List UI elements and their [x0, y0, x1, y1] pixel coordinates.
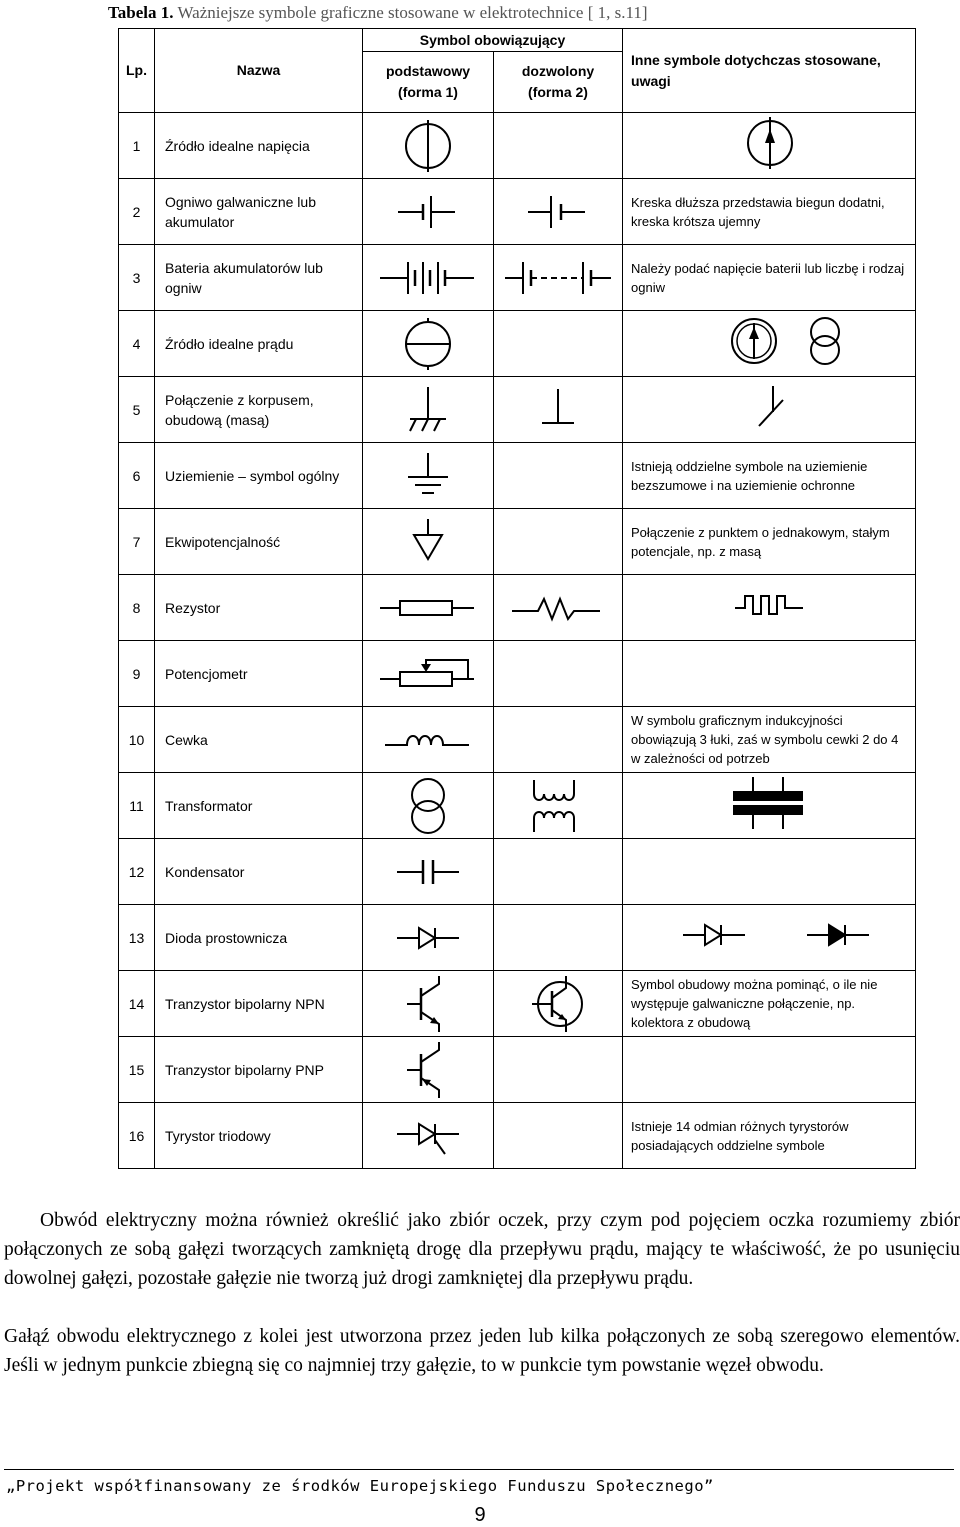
row-lp: 7 [119, 509, 155, 575]
table-row [119, 509, 916, 575]
potentiometer-symbol [363, 641, 494, 707]
row-lp: 15 [119, 1037, 155, 1103]
table-row [119, 443, 916, 509]
transformer-old-symbol [733, 773, 803, 833]
row-name: Źródło idealne prądu [155, 311, 363, 377]
row-lp: 16 [119, 1103, 155, 1169]
paragraph-2-text: Gałąź obwodu elektrycznego z kolei jest utworzona przez jeden lub kilka połączonych ze sobą szeregowo elementów. Jeśli w jednym punkcie zbiegną się co najmniej trzy gałęzie, to w punkcie tym powstanie węzeł obwodu. [4, 1326, 960, 1376]
header-basic-form: (forma 1) [398, 84, 458, 100]
row-name: Dioda prostownicza [155, 905, 363, 971]
header-allowed-label: dozwolony [521, 63, 595, 79]
row-name: Cewka [155, 707, 363, 773]
header-basic-label: podstawowy [385, 63, 470, 79]
table-row [119, 245, 916, 311]
transformer-symbol [363, 773, 494, 839]
thyristor-symbol [363, 1103, 494, 1169]
row-name: Rezystor [155, 575, 363, 641]
row-name: Bateria akumulatorów lub ogniw [155, 245, 363, 311]
row-name: Kondensator [155, 839, 363, 905]
row-name: Potencjometr [155, 641, 363, 707]
caption-text: Ważniejsze symbole graficzne stosowane w elektrotechnice [ 1, s.11] [173, 3, 648, 22]
paragraph-1-text: Obwód elektryczny można również określić jako zbiór oczek, przy czym pod pojęciem oczka rozumiemy zbiór połączonych ze sobą gałęzi tworzących zamkniętą drogę dla przepływu prądu, mający te właściwość, że po usunięciu dowolnej gałęzi, pozostałe gałęzie nie tworzą już drogi zamkniętej dla przepływu prądu. [4, 1210, 960, 1289]
header-row-1 [119, 29, 916, 52]
row-lp: 1 [119, 113, 155, 179]
current-source-old-symbol [729, 315, 779, 367]
row-name: Źródło idealne napięcia [155, 113, 363, 179]
table-row [119, 707, 916, 773]
resistor-old-symbol [733, 590, 813, 620]
header-allowed-form: (forma 2) [528, 84, 588, 100]
diode-old-filled-symbol [803, 920, 873, 950]
header-allowed [494, 52, 623, 113]
header-lp: Lp. [119, 29, 155, 113]
row-lp: 5 [119, 377, 155, 443]
row-note: Symbol obudowy można pominąć, o ile nie występuje galwaniczne połączenie, np. kolektora z obudową [623, 971, 916, 1037]
table-row [119, 1037, 916, 1103]
voltage-source-symbol [363, 113, 494, 179]
npn-transistor-symbol [363, 971, 494, 1037]
row-note: Połączenie z punktem o jednakowym, stałym potencjale, np. z masą [623, 509, 916, 575]
row-lp: 9 [119, 641, 155, 707]
row-note: Kreska dłuższa przedstawia biegun dodatni, kreska krótsza ujemny [623, 179, 916, 245]
table-row [119, 641, 916, 707]
row-name: Ekwipotencjalność [155, 509, 363, 575]
cell-symbol-allowed [494, 179, 623, 245]
row-note: Należy podać napięcie baterii lub liczbę i rodzaj ogniw [623, 245, 916, 311]
row-lp: 12 [119, 839, 155, 905]
chassis-allowed-symbol [494, 377, 623, 443]
table-row [119, 773, 916, 839]
transformer-coils-symbol [494, 773, 623, 839]
voltage-source-old-symbol [745, 117, 795, 169]
row-lp: 14 [119, 971, 155, 1037]
header-name: Nazwa [155, 29, 363, 113]
row-lp: 10 [119, 707, 155, 773]
equipotential-symbol [363, 509, 494, 575]
header-other: Inne symbole dotychczas stosowane, uwagi [623, 29, 916, 113]
header-basic [363, 52, 494, 113]
row-note: Istnieją oddzielne symbole na uziemienie bezszumowe i na uziemienie ochronne [623, 443, 916, 509]
current-source-double-circle-icon [805, 315, 845, 367]
ground-symbol [363, 443, 494, 509]
row-name: Tranzystor bipolarny NPN [155, 971, 363, 1037]
row-lp: 11 [119, 773, 155, 839]
table-row [119, 905, 916, 971]
row-lp: 2 [119, 179, 155, 245]
table-row [119, 971, 916, 1037]
table-row [119, 377, 916, 443]
cell-symbol-basic [363, 245, 494, 311]
row-name: Tyrystor triodowy [155, 1103, 363, 1169]
caption-label: Tabela 1. [108, 3, 174, 22]
cell-symbol-allowed [494, 245, 623, 311]
table-row [119, 839, 916, 905]
table-caption [108, 3, 648, 23]
table-row [119, 1103, 916, 1169]
coil-symbol [363, 707, 494, 773]
row-lp: 8 [119, 575, 155, 641]
resistor-zigzag-symbol [494, 575, 623, 641]
header-required: Symbol obowiązujący [363, 29, 623, 52]
row-lp: 3 [119, 245, 155, 311]
cell-symbol-basic [363, 179, 494, 245]
row-name: Połączenie z korpusem, obudową (masą) [155, 377, 363, 443]
row-name: Tranzystor bipolarny PNP [155, 1037, 363, 1103]
row-lp: 4 [119, 311, 155, 377]
pnp-transistor-symbol [363, 1037, 494, 1103]
page-number: 9 [474, 1504, 486, 1526]
paragraph-2 [4, 1322, 960, 1380]
row-name: Ogniwo galwaniczne lub akumulator [155, 179, 363, 245]
npn-transistor-case-symbol [494, 971, 623, 1037]
row-lp: 6 [119, 443, 155, 509]
paragraph-1 [4, 1206, 960, 1293]
table-row [119, 113, 916, 179]
current-source-symbol [363, 311, 494, 377]
row-note: Istnieje 14 odmian różnych tyrystorów posiadających oddzielne symbole [623, 1103, 916, 1169]
chassis-old-symbol [753, 382, 793, 432]
symbol-table [118, 28, 916, 1169]
diode-old-outline-symbol [679, 920, 749, 950]
table-row [119, 311, 916, 377]
chassis-symbol [363, 377, 494, 443]
diode-symbol [363, 905, 494, 971]
row-note: W symbolu graficznym indukcyjności obowiązują 3 łuki, zaś w symbolu cewki 2 do 4 w zależności od potrzeb [623, 707, 916, 773]
table-row [119, 179, 916, 245]
table-row [119, 575, 916, 641]
row-name: Transformator [155, 773, 363, 839]
row-lp: 13 [119, 905, 155, 971]
row-name: Uziemienie – symbol ogólny [155, 443, 363, 509]
footer-text: „Projekt współfinansowany ze środków Europejskiego Funduszu Społecznego” [6, 1477, 714, 1495]
footer-divider [4, 1469, 954, 1470]
resistor-symbol [363, 575, 494, 641]
capacitor-symbol [363, 839, 494, 905]
